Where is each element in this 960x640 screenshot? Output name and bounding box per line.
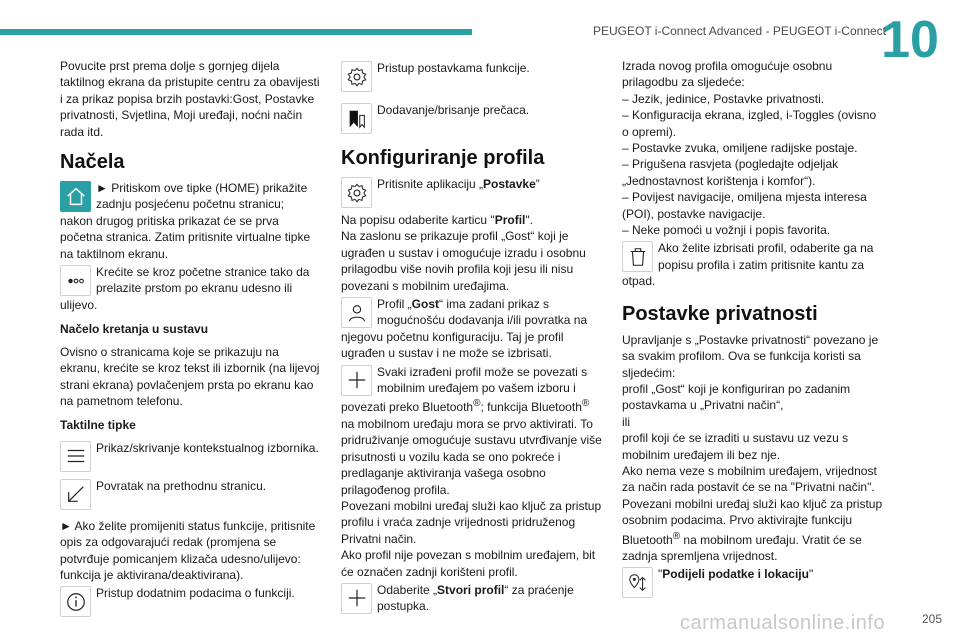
gost-continuation: njegovu početnu konfiguraciju. Taj je profil ugrađen u sustav i ne može se izbrisati. (341, 329, 564, 361)
privacy-p6: Povezani mobilni uređaj služi kao ključ za pristup osobnim podacima. Prvo aktivirajte funkciju Bluetooth® na mobilnom uređaju. Vratit će se zadnja spremljena vrijednost. (622, 496, 883, 563)
trash-icon (622, 241, 653, 272)
menu-icon (60, 441, 91, 472)
watermark: carmanualsonline.info (680, 612, 886, 634)
column-middle (341, 58, 603, 615)
heading-postavke-privatnosti: Postavke privatnosti (622, 302, 818, 325)
add-profile-block (341, 364, 603, 397)
info-key-block (60, 585, 322, 617)
bookmark-key-text: Dodavanje/brisanje prečaca. (377, 103, 530, 117)
heading-nacela: Načela (60, 151, 125, 174)
profil-description: Na zaslonu se prikazuje profil „Gost“ koji je ugrađen u sustav i omogućuje izradu i osobnu prilagodbu više novih profila koji jesu ili nisu povezani s mobilnim uređajima. (341, 229, 586, 293)
customisation-item-1: – Jezik, jedinice, Postavke privatnosti. (622, 91, 825, 106)
mobile-key-paragraph: Povezani mobilni uređaj služi kao ključ za pristup profilu i vraća zadnje vrijednosti pridruženog Privatni način. (341, 498, 602, 546)
customisation-item-2: – Konfiguracija ekrana, izgled, i-Toggles (ovisno o opremi). (622, 108, 877, 139)
gear-icon (341, 177, 372, 208)
settings-key-block (341, 60, 603, 92)
kretanje-paragraph: Ovisno o stranicama koje se prikazuju na ekranu, krećite se kroz tekst ili izbornik (na lijevoj strani ekrana) povlačenjem prsta po ekranu kao na pametnom telefonu. (60, 344, 320, 408)
share-location-icon (622, 567, 653, 598)
create-profile-text: Odaberite „Stvori profil“ za praćenje postupka. (377, 582, 574, 614)
home-icon (60, 181, 91, 212)
share-data-block (622, 566, 884, 598)
back-key-text: Povratak na prethodnu stranicu. (96, 478, 267, 493)
back-key-block (60, 478, 322, 510)
bookmark-icon (341, 103, 372, 134)
privacy-p2: profil „Gost“ koji je konfiguriran po zadanim postavkama u „Privatni način“, (622, 381, 851, 413)
customisation-item-5: – Povijest navigacije, omiljena mjesta interesa (POI), postavke navigacije. (622, 190, 867, 221)
column-left (60, 58, 322, 617)
bookmark-key-block (341, 102, 603, 134)
page-number: 205 (921, 612, 942, 626)
heading-taktilne-tipke: Taktilne tipke (60, 418, 136, 433)
profil-tab-paragraph: Na popisu odaberite karticu "Profil". (341, 213, 533, 227)
settings-key-text: Pristup postavkama funkcije. (377, 61, 530, 75)
menu-key-text: Prikaz/skrivanje kontekstualnog izbornika. (96, 440, 319, 455)
privacy-p3: ili (622, 414, 630, 429)
plus-icon (341, 583, 372, 614)
settings-app-block (341, 176, 603, 208)
privacy-p1: Upravljanje s „Postavke privatnosti“ povezano je sa svakim profilom. Ova se funkcija koristi sa sljedećim: (622, 332, 879, 380)
intro-paragraph: Povucite prst prema dolje s gornjeg dijela taktilnog ekrana da pristupite centru za obavijesti i za prikaz popisa brzih postavki:Gost, Postavke privatnosti, Svjetlina, Moji uređaji, noćni način rada itd. (60, 59, 320, 139)
customisation-intro: Izrada novog profila omogućuje osobnu prilagodbu za sljedeće: (622, 59, 833, 90)
customisation-item-4: – Prigušena rasvjeta (pogledajte odjeljak „Jednostavnost korištenja i komfor“). (622, 157, 839, 188)
privacy-p4: profil koji će se izraditi u sustavu uz vezu s mobilnim uređajem ili bez nje. (622, 431, 849, 462)
customisation-item-3: – Postavke zvuka, omiljene radijske postaje. (622, 141, 858, 156)
dots-continuation: ulijevo. (60, 297, 98, 312)
delete-profile-text: Ako želite izbrisati profil, odaberite ga na popisu profila i zatim pritisnite kantu za (658, 241, 874, 272)
settings-app-text: Pritisnite aplikaciju „Postavke” (377, 177, 540, 191)
dots-block (60, 264, 322, 297)
header-accent-bar (0, 29, 472, 35)
user-icon (341, 297, 372, 328)
share-data-text: "Podijeli podatke i lokaciju" (658, 567, 814, 582)
home-key-text: ► Pritiskom ove tipke (HOME) prikažite zadnju posjećenu početnu stranicu; (96, 181, 308, 212)
column-right (622, 58, 884, 598)
delete-continuation: otpad. (622, 274, 656, 289)
heading-konfiguriranje-profila: Konfiguriranje profila (341, 147, 545, 169)
info-key-text: Pristup dodatnim podacima o funkciji. (96, 586, 295, 601)
gost-profile-block (341, 296, 603, 329)
page-header-title: PEUGEOT i-Connect Advanced - PEUGEOT i-Connect (592, 24, 886, 38)
chapter-number: 10 (881, 11, 939, 69)
dots-text: Krećite se kroz početne stranice tako da prelazite prstom po ekranu udesno ili (96, 265, 310, 296)
bluetooth-paragraph: povezati preko Bluetooth®; funkcija Bluetooth® na mobilnom uređaju mora se prvo aktivirati. To pridruživanje omogućuje sustavu utvrđivanje više prisutnosti u vozilu kada se ono pokreće i predlaganje aktiviranja vašega osobno prilagođenog profila. (341, 398, 602, 497)
gear-icon (341, 61, 372, 92)
add-profile-text: Svaki izrađeni profil može se povezati s mobilnim uređajem po vašem izboru i (377, 364, 588, 396)
home-key-continuation: nakon drugog pritiska prikazat će se prva početna stranica. Zatim pritisnite virtualne tipke na taktilnom ekranu. (60, 213, 311, 261)
menu-key-block (60, 440, 322, 472)
info-icon (60, 586, 91, 617)
delete-profile-block (622, 240, 884, 273)
customisation-item-6: – Neke pomoći u vožnji i popis favorita. (622, 223, 831, 238)
privacy-p5: Ako nema veze s mobilnim uređajem, vrijednost za način rada postavit će se na "Privatni način". (622, 463, 877, 495)
back-arrow-icon (60, 479, 91, 510)
plus-icon (341, 365, 372, 396)
not-linked-paragraph: Ako profil nije povezan s mobilnim uređajem, bit će označen zadnji korišteni profil. (341, 548, 596, 579)
heading-kretanje: Načelo kretanja u sustavu (60, 322, 209, 337)
page-dots-icon (60, 265, 91, 296)
home-key-block (60, 180, 322, 213)
gost-profile-text: Profil „Gost“ ima zadani prikaz s mogućnošću dodavanja i/ili povratka na (377, 297, 588, 328)
status-paragraph: ► Ako želite promijeniti status funkcije, pritisnite opis za odgovarajući redak (promjena se potvrđuje pomicanjem klizača udesno/ulijevo: funkcija je aktivirana/deaktivirana). (60, 518, 316, 582)
create-profile-block (341, 582, 603, 615)
